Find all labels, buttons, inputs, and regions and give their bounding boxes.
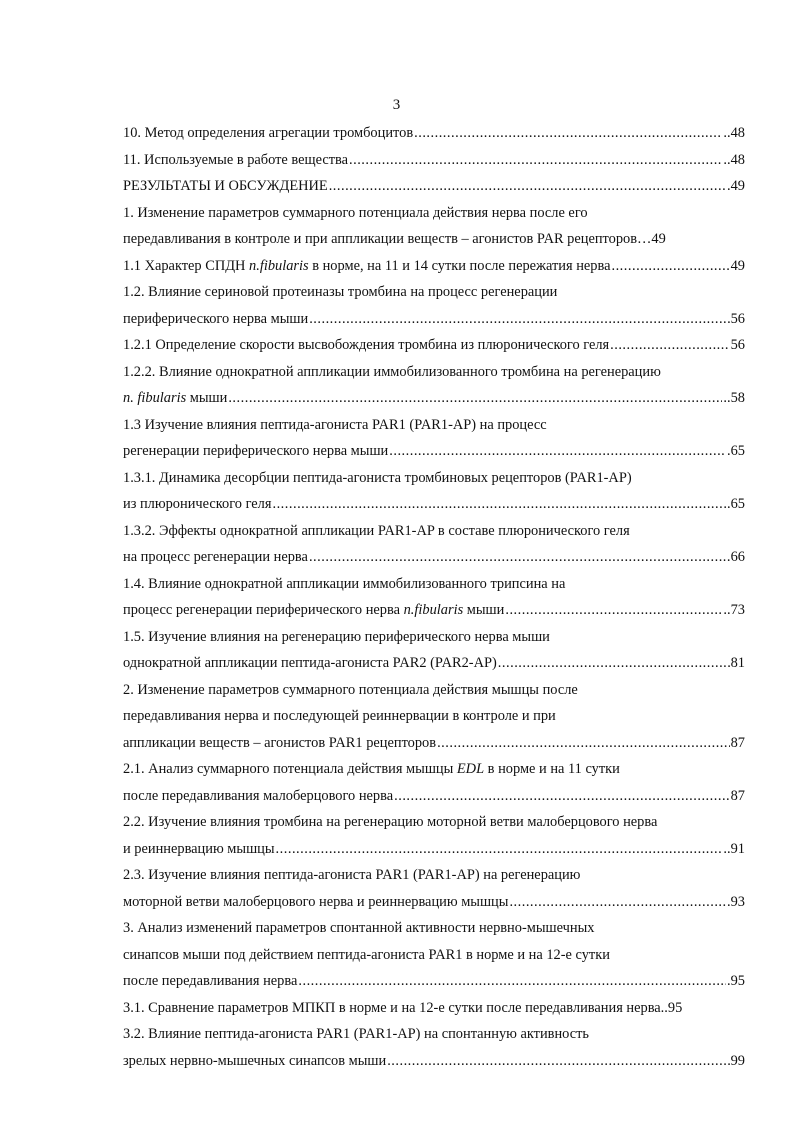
toc-line-text: и реиннервацию мышцы — [123, 840, 275, 857]
toc-entry — [123, 571, 745, 624]
toc-page-ref: ..58 — [723, 390, 745, 406]
toc-entry — [123, 624, 745, 677]
toc-leader-dots — [610, 332, 729, 359]
toc-leader-dots — [498, 650, 730, 677]
toc-line — [123, 332, 745, 359]
toc-line — [123, 836, 745, 863]
toc-line-text: регенерации периферического нерва мыши — [123, 443, 389, 459]
toc-text-before: процесс регенерации периферического нерва — [123, 602, 404, 618]
toc-entry — [123, 173, 745, 200]
toc-leader-dots — [349, 147, 722, 174]
toc-line — [123, 809, 745, 836]
toc-leader-dots — [276, 836, 723, 863]
toc-entry — [123, 995, 745, 1022]
toc-leader-dots — [298, 968, 726, 995]
toc-entry — [123, 253, 745, 280]
toc-line — [123, 730, 745, 757]
toc-text-after: мыши — [463, 602, 505, 618]
toc-page-ref: .93 — [727, 893, 745, 910]
toc-entry — [123, 1021, 745, 1074]
toc-line-text: после передавливания малоберцового нерва — [123, 787, 394, 804]
toc-leader-dots — [505, 597, 722, 624]
toc-entry — [123, 862, 745, 915]
toc-line-text: аппликации веществ – агонистов PAR1 рецепторов — [123, 734, 437, 751]
toc-line — [123, 226, 745, 253]
toc-line-text: 2.3. Изучение влияния пептида-агониста PAR1 (PAR1-AP) на регенерацию — [123, 867, 581, 883]
toc-line-text: 1.2.1 Определение скорости высвобождения тромбина из плюронического геля — [123, 337, 610, 353]
toc-line-text — [123, 385, 227, 412]
toc-leader-dots — [329, 173, 726, 200]
toc-line-text: 2.2. Изучение влияния тромбина на регенерацию моторной ветви малоберцового нерва — [123, 814, 658, 830]
toc-entry — [123, 465, 745, 518]
toc-line-text: 1.2.2. Влияние однократной аппликации иммобилизованного тромбина на регенерацию — [123, 363, 661, 380]
toc-page-ref: ..73 — [723, 602, 745, 618]
toc-italic-term: n.fibularis — [403, 602, 464, 618]
toc-line-text: периферического нерва мыши — [123, 310, 309, 327]
toc-line-text: однократной аппликации пептида-агониста PAR2 (PAR2-AP) — [123, 655, 497, 671]
toc-italic-term: EDL — [456, 761, 485, 777]
toc-line — [123, 120, 745, 147]
toc-italic-term: n.fibularis — [249, 257, 309, 274]
toc-line-text: 1.5. Изучение влияния на регенерацию периферического нерва мыши — [123, 628, 550, 645]
page-number: 3 — [392, 97, 401, 113]
toc-line — [123, 915, 745, 942]
toc-line-text: синапсов мыши под действием пептида-агониста PAR1 в норме и на 12-е сутки — [123, 946, 610, 963]
toc-entry — [123, 677, 745, 757]
toc-leader-dots — [394, 783, 729, 810]
toc-page-ref: ..48 — [723, 125, 745, 141]
toc-line-text: 1.3.1. Динамика десорбции пептида-агониста тромбиновых рецепторов (PAR1-AP) — [123, 469, 632, 486]
toc-line-text: РЕЗУЛЬТАТЫ И ОБСУЖДЕНИЕ — [123, 178, 328, 194]
toc-page-ref: ..65 — [723, 496, 745, 512]
toc-line — [123, 571, 745, 598]
toc-entry — [123, 915, 745, 995]
toc-leader-dots — [437, 730, 730, 757]
toc-page-ref: .49 — [727, 178, 745, 194]
toc-page-ref: .65 — [727, 443, 745, 459]
toc-line — [123, 385, 745, 412]
toc-leader-dots — [389, 438, 726, 465]
toc-line — [123, 491, 745, 518]
toc-line-text: 11. Используемые в работе вещества — [123, 151, 348, 168]
toc-entry — [123, 809, 745, 862]
toc-entry — [123, 412, 745, 465]
toc-entry — [123, 756, 745, 809]
toc-line-text: после передавливания нерва — [123, 973, 298, 989]
toc-entry — [123, 332, 745, 359]
toc-line — [123, 968, 745, 995]
toc-line-text: 3.2. Влияние пептида-агониста PAR1 (PAR1-AP) на спонтанную активность — [123, 1026, 589, 1042]
toc-leader-dots — [309, 544, 730, 571]
toc-entry — [123, 359, 745, 412]
toc-line — [123, 862, 745, 889]
toc-line-text — [123, 597, 504, 624]
toc-line-text: на процесс регенерации нерва — [123, 549, 308, 565]
toc-entry — [123, 120, 745, 147]
toc-entry — [123, 279, 745, 332]
toc-text-after: в норме, на 11 и 14 сутки после пережатия нерва — [308, 257, 611, 274]
toc-line — [123, 438, 745, 465]
toc-entry — [123, 147, 745, 174]
toc-line — [123, 889, 745, 916]
toc-line-text: 1.3 Изучение влияния пептида-агониста PAR1 (PAR1-AP) на процесс — [123, 416, 547, 433]
toc-text-after: в норме и на 11 сутки — [484, 761, 620, 777]
toc-entry — [123, 518, 745, 571]
toc-page-ref: 87 — [730, 787, 745, 804]
toc-text-after: мыши — [186, 390, 228, 406]
toc-line — [123, 942, 745, 969]
toc-line — [123, 995, 745, 1022]
toc-line — [123, 677, 745, 704]
toc-page-ref: 81 — [730, 655, 745, 671]
toc-line-text: 1. Изменение параметров суммарного потенциала действия нерва после его — [123, 204, 588, 221]
toc-line — [123, 703, 745, 730]
toc-line — [123, 756, 745, 783]
toc-line — [123, 518, 745, 545]
toc-leader-dots — [611, 253, 729, 280]
toc-page-ref: 87 — [730, 734, 745, 751]
toc-line — [123, 412, 745, 439]
toc-line-text: передавливания нерва и последующей реиннервации в контроле и при — [123, 708, 556, 724]
toc-line-text: 10. Метод определения агрегации тромбоцитов — [123, 125, 414, 141]
toc-page-ref: 99 — [730, 1052, 745, 1069]
toc-line — [123, 465, 745, 492]
toc-line — [123, 306, 745, 333]
toc-line — [123, 279, 745, 306]
toc-line-text — [123, 253, 610, 280]
toc-line-text: из плюронического геля — [123, 496, 272, 512]
toc-italic-term: n. fibularis — [123, 390, 187, 406]
toc-entry — [123, 200, 745, 253]
toc-line-text: 1.2. Влияние сериновой протеиназы тромбина на процесс регенерации — [123, 284, 558, 300]
toc-line — [123, 544, 745, 571]
toc-line — [123, 624, 745, 651]
toc-leader-dots — [228, 385, 722, 412]
toc-line — [123, 147, 745, 174]
toc-line-text: 1.3.2. Эффекты однократной аппликации PAR1-AP в составе плюронического геля — [123, 522, 630, 539]
toc-text-before: 2.1. Анализ суммарного потенциала действия мышцы — [123, 761, 457, 777]
table-of-contents — [123, 120, 745, 1074]
toc-line-text: моторной ветви малоберцового нерва и реиннервацию мышцы — [123, 893, 509, 910]
toc-page-ref: 66 — [730, 549, 745, 565]
toc-line — [123, 1021, 745, 1048]
toc-line-text: 3.1. Сравнение параметров МПКП в норме и на 12-е сутки после передавливания нерва..95 — [123, 999, 683, 1016]
toc-line-text — [123, 761, 620, 777]
toc-line — [123, 359, 745, 386]
toc-leader-dots — [309, 306, 729, 333]
toc-line — [123, 1048, 745, 1075]
toc-line-text: передавливания в контроле и при аппликации веществ – агонистов PAR рецепторов…49 — [123, 231, 666, 247]
toc-line — [123, 650, 745, 677]
toc-line — [123, 597, 745, 624]
toc-page-ref: 49 — [730, 257, 745, 274]
toc-line-text: 1.4. Влияние однократной аппликации иммобилизованного трипсина на — [123, 575, 566, 592]
toc-leader-dots — [272, 491, 722, 518]
toc-text-before: 1.1 Характер СПДН — [123, 257, 250, 274]
toc-page-ref: 56 — [730, 337, 745, 353]
toc-line-text: 2. Изменение параметров суммарного потенциала действия мышцы после — [123, 681, 578, 698]
toc-line-text: 3. Анализ изменений параметров спонтанной активности нервно-мышечных — [123, 920, 595, 936]
toc-page-ref: 56 — [730, 310, 745, 327]
toc-leader-dots — [387, 1048, 729, 1075]
toc-page-ref: ..48 — [723, 151, 745, 168]
toc-page-ref: .95 — [727, 973, 745, 989]
toc-page-ref: ..91 — [723, 840, 745, 857]
toc-leader-dots — [414, 120, 722, 147]
toc-line — [123, 173, 745, 200]
toc-line — [123, 200, 745, 227]
toc-line-text: зрелых нервно-мышечных синапсов мыши — [123, 1052, 387, 1069]
toc-line — [123, 253, 745, 280]
toc-line — [123, 783, 745, 810]
toc-leader-dots — [509, 889, 726, 916]
